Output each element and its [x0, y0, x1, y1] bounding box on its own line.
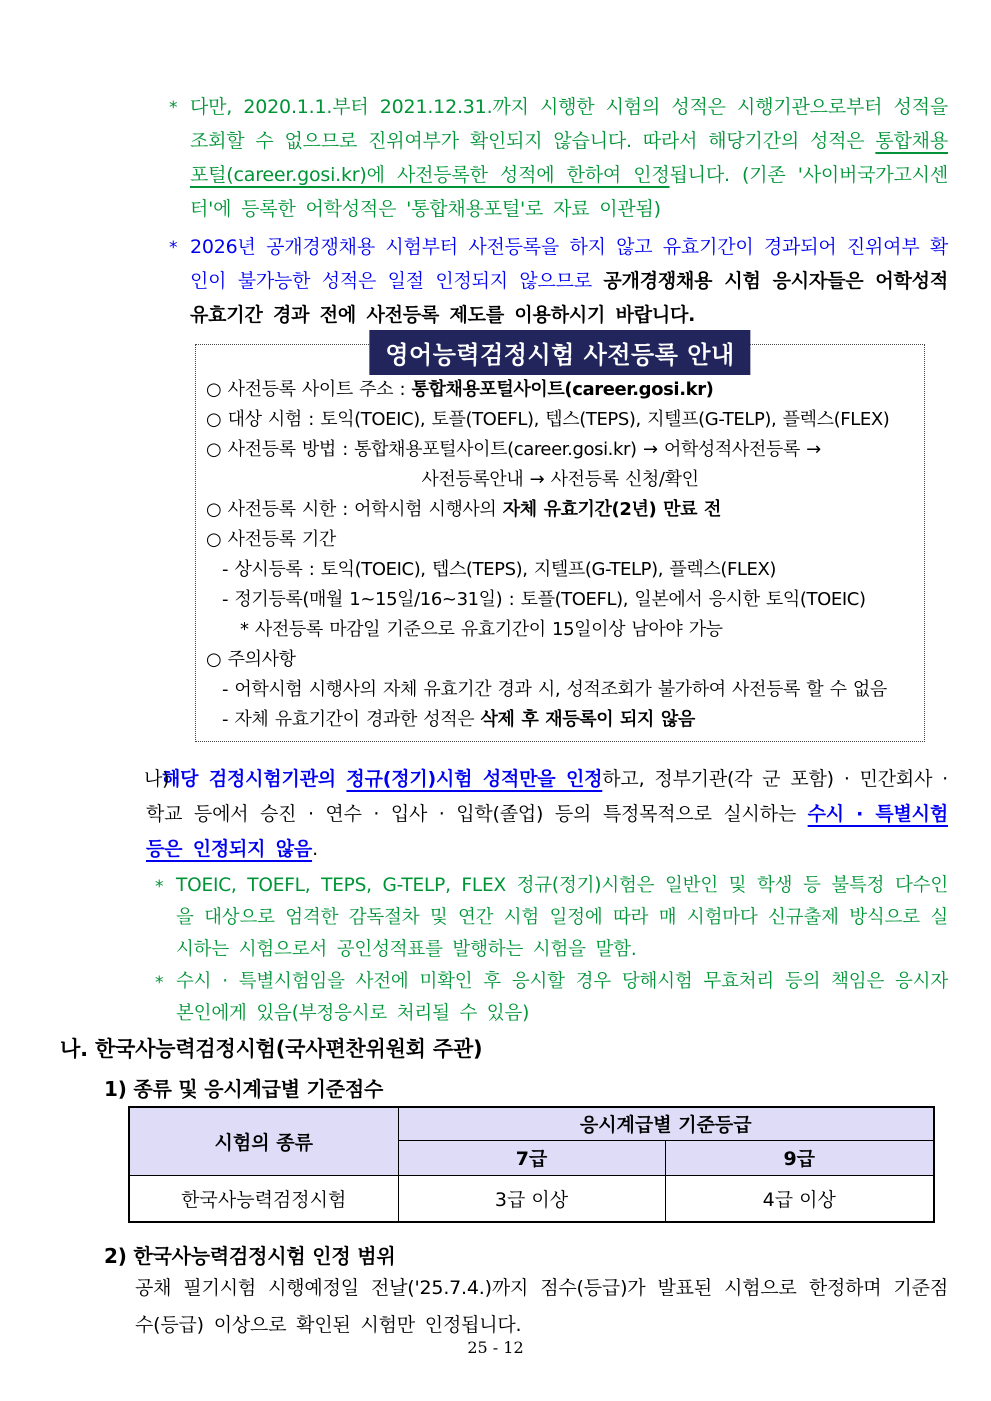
not-recognized-underlined: 수시 · 특별시험 등은 인정되지 않음	[146, 803, 948, 860]
table-row	[129, 1175, 934, 1222]
item-na-recognition-paragraph	[146, 762, 948, 867]
notice-caution-2	[222, 705, 914, 735]
recognition-period-dot: .	[312, 838, 318, 860]
asterisk-marker: *	[155, 973, 164, 993]
asterisk-marker: *	[155, 877, 164, 897]
page-number: 25 - 12	[467, 1338, 524, 1357]
notice-deadline-line	[206, 495, 914, 525]
subheading-grade-criteria: 1) 종류 및 응시계급별 기준점수	[104, 1077, 384, 1101]
notice-period-note: * 사전등록 마감일 기준으로 유효기간이 15일이상 남아야 가능	[240, 619, 723, 640]
notice-period-line: ○ 사전등록 기간	[206, 529, 336, 550]
asterisk-marker: *	[169, 238, 178, 258]
grade-criteria-table	[128, 1106, 935, 1223]
regular-exams-text: TOEIC, TOEFL, TEPS, G-TELP, FLEX 정규(정기)시험은 일반인 및 학생 등 불특정 다수인을 대상으로 엄격한 감독절차 및 연간 시험 일정에 따라 매 시험마다 신규출제 방식으로 실시하는 시험으로서 공인성적표를 발행하는 시험을 말함.	[176, 875, 948, 960]
note-text: 다만, 2020.1.1.부터 2021.12.31.까지 시행한 시험의 성적은 시행기관으로부터 성적을 조회할 수 없으므로 진위여부가 확인되지 않습니다. 따라서 해당기간의 성적은	[190, 96, 948, 152]
notice-method-line1: ○ 사전등록 방법 : 통합채용포털사이트(career.gosi.kr) → 어학성적사전등록 →	[206, 439, 821, 460]
cell-grade-9-value: 4급 이상	[665, 1175, 934, 1222]
pre-registration-notice-box	[195, 341, 925, 742]
policy-bold-text: 공개경쟁채용 시험 응시자들은 어학성적 유효기간 경과 전에 사전등록 제도를 이용하시기 바랍니다.	[190, 270, 948, 326]
caution2-bold: 삭제 후 재등록이 되지 않음	[480, 709, 695, 730]
asterisk-marker: *	[169, 98, 178, 118]
recognition-plain: 하고, 정부기관(각 군 포함) · 민간회사 · 학교 등에서 승진 · 연수 · 입사 · 입학(졸업) 등의 특정목적으로 실시하는	[146, 768, 948, 825]
notice-target-line: ○ 대상 시험 : 토익(TOEIC), 토플(TOEFL), 텝스(TEPS), 지텔프(G-TELP), 플렉스(FLEX)	[206, 409, 890, 430]
header-exam-type: 시험의 종류	[129, 1107, 398, 1175]
notice-period-always: - 상시등록 : 토익(TOEIC), 텝스(TEPS), 지텔프(G-TELP), 플렉스(FLEX)	[222, 559, 777, 580]
item-na-marker: 나)	[144, 768, 170, 790]
section-heading-korean-history: 나. 한국사능력검정시험(국사편찬위원회 주관)	[60, 1037, 483, 1061]
underlined-portal-text: 통합채용포털(career.gosi.kr)에 사전등록한 성적에 한하여 인정	[190, 130, 948, 186]
grade-criteria-table-wrapper	[128, 1106, 935, 1223]
recognition-scope-paragraph: 공채 필기시험 시행예정일 전날('25.7.4.)까지 점수(등급)가 발표된 시험으로 한정하며 기준점수(등급) 이상으로 확인된 시험만 인정됩니다.	[135, 1277, 948, 1336]
notice-site-line	[206, 375, 914, 405]
header-grade-9: 9급	[665, 1140, 934, 1175]
notice-caution-line: ○ 주의사항	[206, 649, 296, 670]
deadline-label: ○ 사전등록 시한 : 어학시험 시행사의	[206, 499, 503, 520]
caution2-plain: - 자체 유효기간이 경과한 성적은	[222, 709, 481, 730]
cell-exam-name: 한국사능력검정시험	[129, 1175, 398, 1222]
site-label: ○ 사전등록 사이트 주소 :	[206, 379, 412, 400]
policy-blue-text: 2026년 공개경쟁채용 시험부터 사전등록을 하지 않고 유효기간이 경과되어 진위여부 확인이 불가능한 성적은 일절 인정되지 않으므로	[190, 236, 948, 292]
cell-grade-7-value: 3급 이상	[398, 1175, 665, 1222]
notice-caution-1: - 어학시험 시행사의 자체 유효기간 경과 시, 성적조회가 불가하여 사전등록 할 수 없음	[222, 679, 887, 700]
header-grade-7: 7급	[398, 1140, 665, 1175]
notice-period-regular: - 정기등록(매월 1~15일/16~31일) : 토플(TOEFL), 일본에서 응시한 토익(TOEIC)	[222, 589, 866, 610]
note-paragraph-2026-policy	[169, 230, 948, 332]
notice-box-title: 영어능력검정시험 사전등록 안내	[369, 330, 750, 375]
recognition-underlined: 정규(정기)시험 성적만을 인정	[346, 768, 603, 790]
site-url-bold: 통합채용포털사이트(career.gosi.kr)	[411, 379, 714, 400]
green-note-regular-exams	[155, 870, 948, 966]
subheading-recognition-scope: 2) 한국사능력검정시험 인정 범위	[104, 1244, 396, 1268]
notice-method-line2: 사전등록안내 → 사전등록 신청/확인	[421, 469, 699, 490]
special-exams-text: 수시 · 특별시험임을 사전에 미확인 후 응시할 경우 당해시험 무효처리 등의 책임은 응시자 본인에게 있음(부정응시로 처리될 수 있음)	[176, 971, 948, 1024]
note-text-tail: 됩니다. (기존 '사이버국가고시센터'에 등록한 어학성적은 '통합채용포털'로 자료 이관됨)	[190, 164, 948, 220]
recognition-blue-bold: 해당 검정시험기관의	[162, 768, 347, 790]
deadline-bold: 자체 유효기간(2년) 만료 전	[502, 499, 721, 520]
header-grade-criteria: 응시계급별 기준등급	[398, 1107, 934, 1140]
green-note-special-exams	[155, 966, 948, 1030]
note-paragraph-score-lookup	[169, 90, 948, 226]
